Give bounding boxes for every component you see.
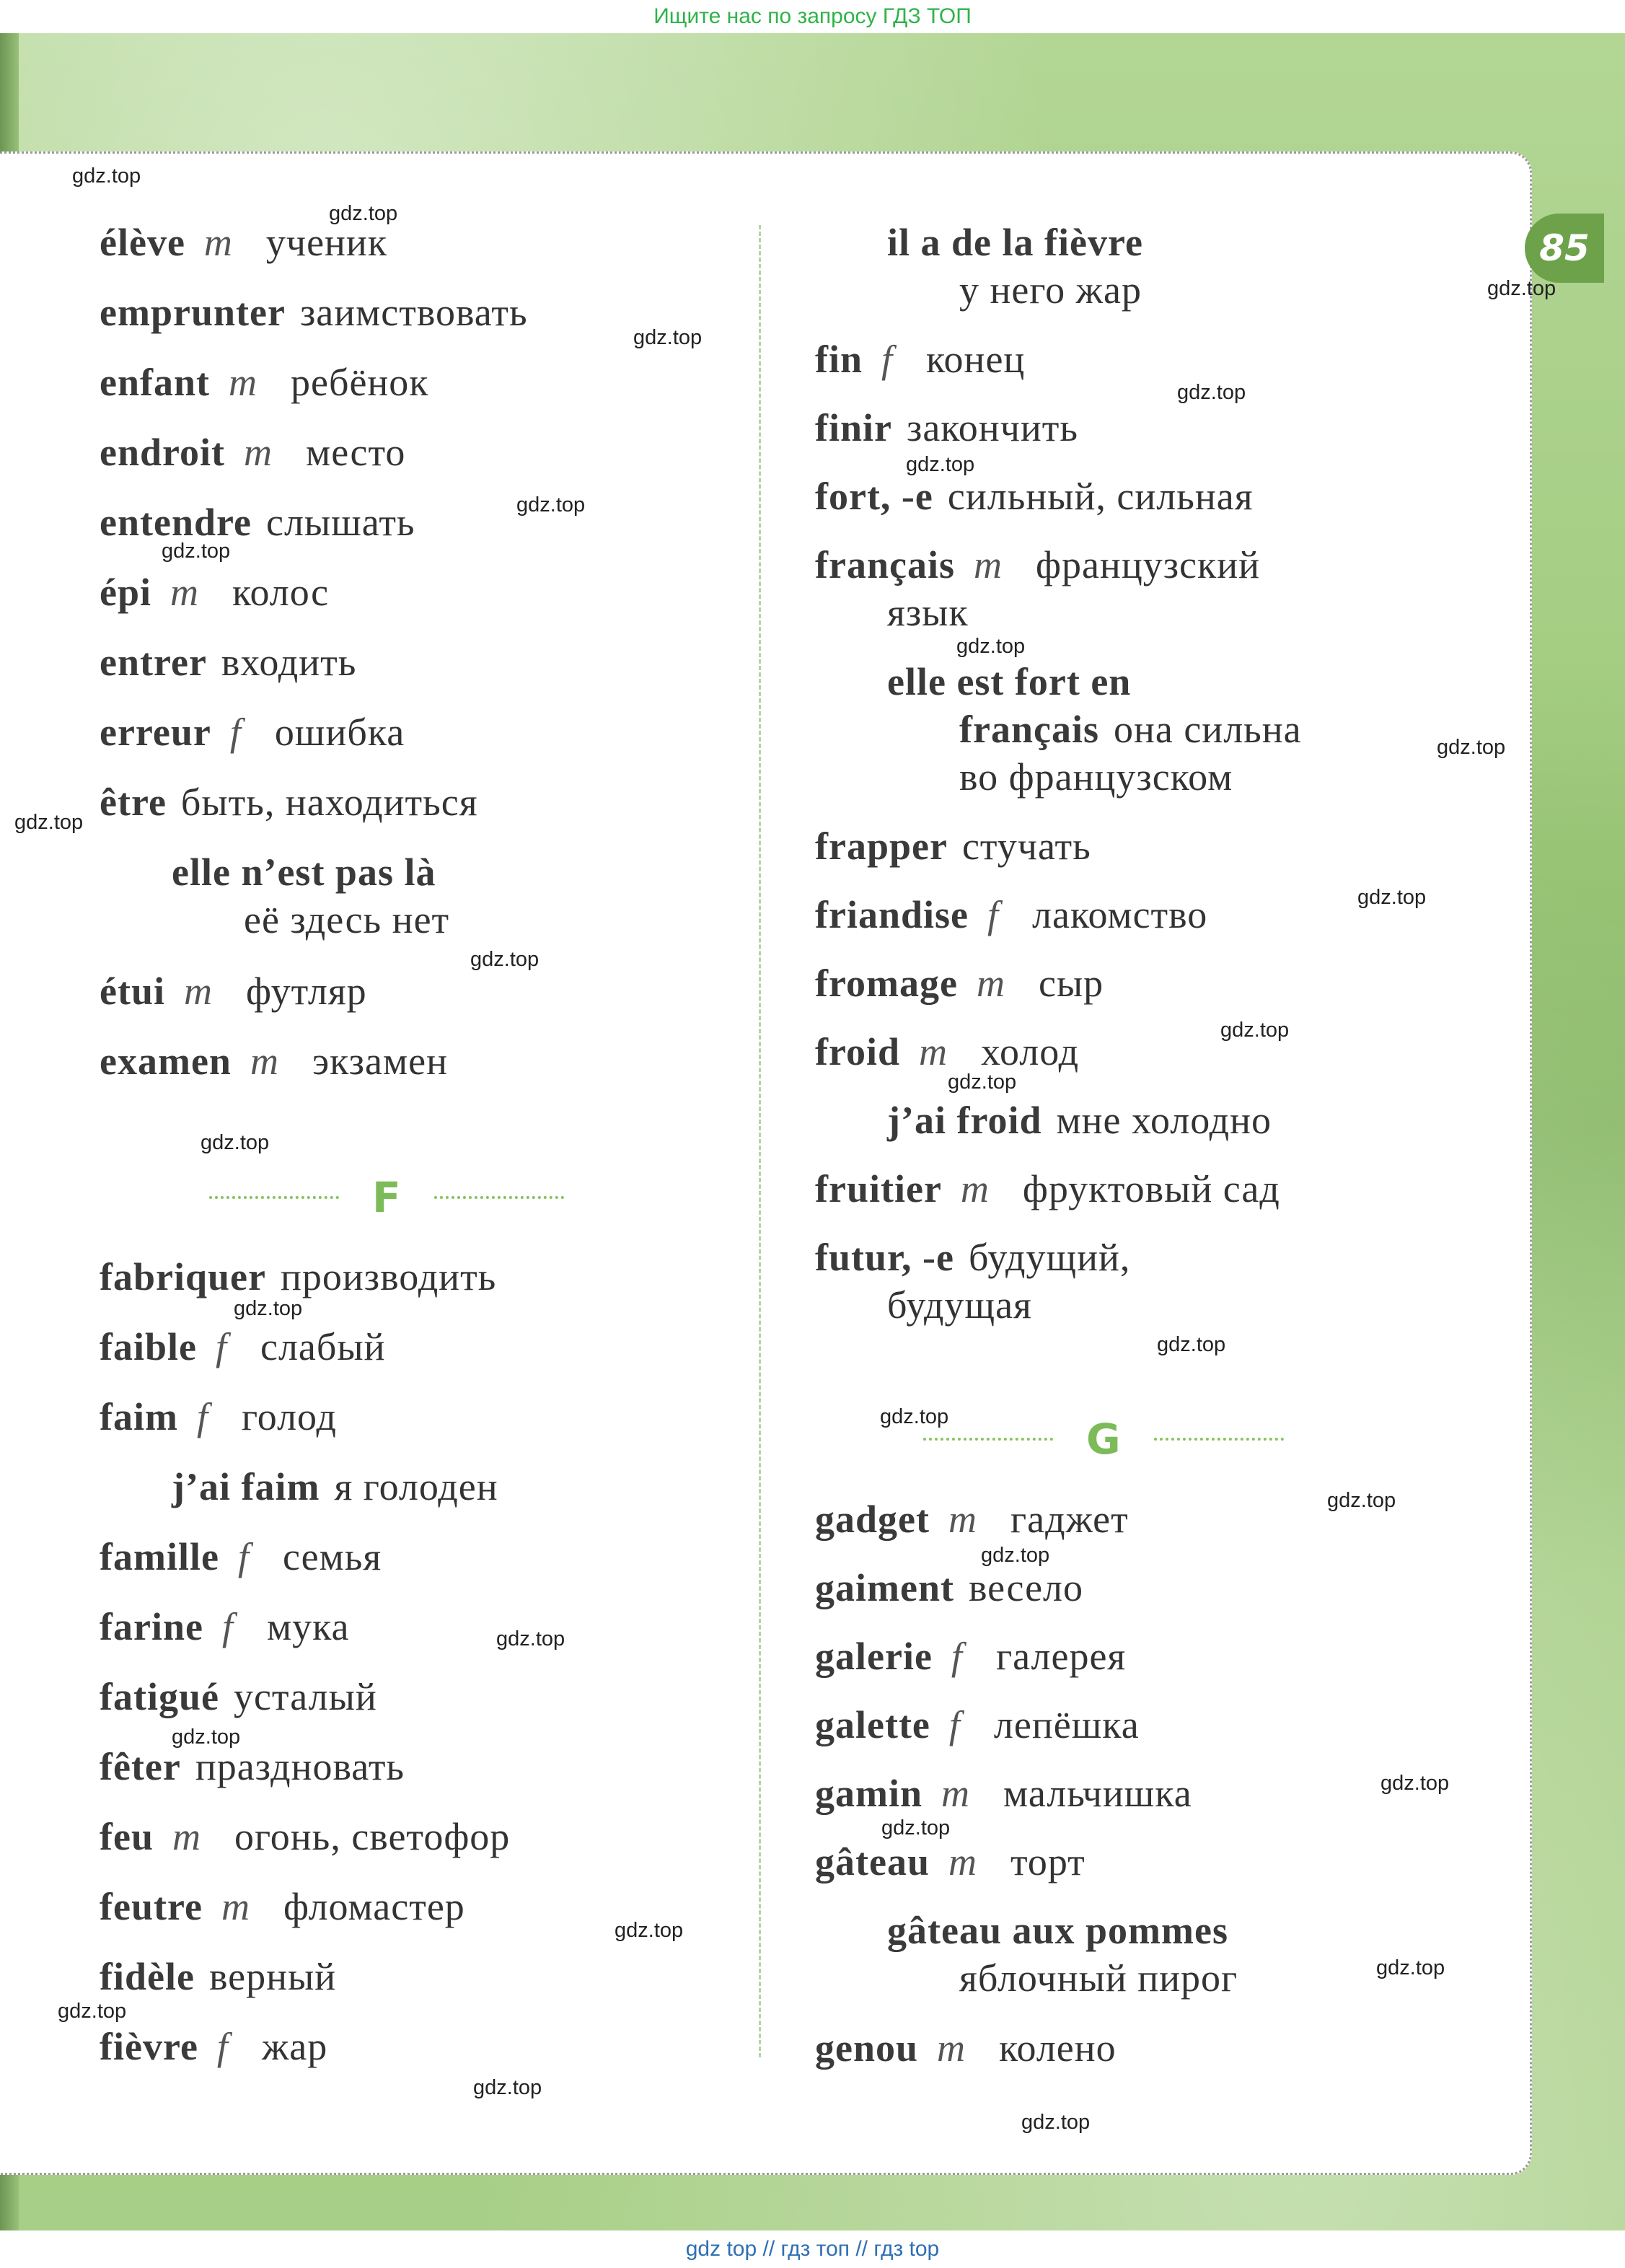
entry-erreur — [100, 708, 405, 756]
gender-mark: f — [196, 1395, 208, 1438]
watermark: gdz.top — [615, 1919, 684, 1942]
entry-futur — [815, 1234, 1130, 1329]
french-word: genou — [815, 2026, 919, 2070]
translation: стучать — [961, 825, 1091, 868]
gender-mark: m — [973, 543, 1003, 586]
gender-mark: m — [919, 1030, 948, 1073]
french-word: gâteau — [815, 1840, 930, 1884]
watermark: gdz.top — [470, 948, 540, 971]
entry-gaiment — [815, 1564, 1083, 1612]
french-phrase: j’ai faim — [172, 1465, 320, 1508]
gender-mark: m — [948, 1498, 977, 1541]
french-word: futur, -e — [815, 1236, 954, 1279]
column-divider — [759, 225, 761, 2057]
entry-fatigue — [100, 1673, 377, 1720]
french-word: emprunter — [100, 291, 286, 334]
page-number: 85 — [1525, 214, 1604, 283]
entry-entendre — [100, 498, 415, 546]
translation: конец — [926, 338, 1026, 381]
entry-francais — [815, 541, 1260, 636]
french-word: élève — [100, 221, 185, 264]
watermark: gdz.top — [1487, 277, 1556, 300]
french-word: français — [815, 543, 955, 586]
gender-mark: f — [216, 2025, 229, 2068]
french-word: entendre — [100, 501, 252, 544]
translation: футляр — [246, 970, 367, 1013]
watermark: gdz.top — [1220, 1019, 1290, 1042]
translation: весело — [968, 1566, 1084, 1609]
french-word: farine — [100, 1605, 203, 1648]
translation: слышать — [265, 501, 415, 544]
watermark: gdz.top — [1177, 381, 1246, 404]
translation: жар — [261, 2025, 328, 2068]
subentry-jai-froid — [887, 1096, 1272, 1144]
gender-mark: m — [244, 431, 273, 474]
translation: будущий, — [969, 1236, 1131, 1279]
french-word: feutre — [100, 1885, 203, 1928]
subentry-jai-faim — [172, 1463, 498, 1511]
gender-mark: m — [948, 1840, 977, 1884]
watermark: gdz.top — [981, 1544, 1050, 1567]
watermark: gdz.top — [1437, 736, 1506, 759]
translation-continued: во французском — [959, 755, 1233, 799]
french-word: fabriquer — [100, 1255, 266, 1298]
translation: быть, находиться — [180, 781, 478, 824]
translation: слабый — [260, 1325, 386, 1368]
translation: заимствовать — [299, 291, 528, 334]
gender-mark: f — [229, 711, 242, 754]
entry-endroit — [100, 428, 405, 476]
header-rule — [923, 1438, 1053, 1441]
watermark: gdz.top — [172, 1726, 241, 1749]
translation: галерея — [995, 1635, 1127, 1678]
translation: мука — [266, 1605, 350, 1648]
translation-continued: будущая — [887, 1283, 1032, 1327]
bottom-banner: gdz top // гдз топ // гдз top — [0, 2230, 1625, 2268]
french-phrase-continued: français — [959, 708, 1099, 751]
french-phrase: j’ai froid — [887, 1099, 1042, 1142]
translation: ребёнок — [291, 361, 429, 404]
section-letter: F — [372, 1173, 401, 1222]
entry-galette — [815, 1701, 1140, 1749]
translation: место — [306, 431, 406, 474]
gender-mark: m — [203, 221, 233, 264]
subentry-elle-est-fort-en-francais — [887, 658, 1302, 801]
translation: фруктовый сад — [1022, 1167, 1280, 1210]
entry-epi — [100, 568, 329, 616]
french-word: gadget — [815, 1498, 930, 1541]
entry-friandise — [815, 891, 1207, 939]
watermark: gdz.top — [234, 1297, 303, 1320]
french-phrase: elle n’est pas là — [172, 850, 436, 894]
translation: сыр — [1038, 962, 1104, 1005]
gender-mark: f — [881, 338, 894, 381]
gender-mark: f — [237, 1535, 250, 1578]
watermark: gdz.top — [1021, 2111, 1091, 2134]
french-word: friandise — [815, 893, 969, 936]
gender-mark: m — [170, 571, 200, 614]
gender-mark: m — [941, 1772, 971, 1815]
section-header-g — [923, 1415, 1284, 1464]
gender-mark: m — [184, 970, 213, 1013]
gender-mark: f — [216, 1325, 228, 1368]
french-word: fêter — [100, 1745, 181, 1788]
french-word: fatigué — [100, 1675, 219, 1718]
french-phrase: il a de la fièvre — [887, 221, 1143, 264]
gender-mark: f — [221, 1605, 234, 1648]
entry-gamin — [815, 1770, 1192, 1817]
french-word: examen — [100, 1040, 232, 1083]
entry-fievre — [100, 2023, 327, 2070]
watermark: gdz.top — [329, 202, 398, 225]
translation: огонь, светофор — [234, 1815, 511, 1858]
entry-feutre — [100, 1883, 465, 1930]
translation: ошибка — [274, 711, 405, 754]
french-word: entrer — [100, 641, 207, 684]
watermark: gdz.top — [633, 326, 703, 349]
translation: ученик — [265, 221, 388, 264]
french-word: fromage — [815, 962, 958, 1005]
translation: торт — [1010, 1840, 1085, 1884]
french-word: frapper — [815, 825, 948, 868]
entry-famille — [100, 1533, 382, 1581]
watermark: gdz.top — [881, 1816, 951, 1840]
translation: она сильна — [1113, 708, 1302, 751]
translation: верный — [208, 1955, 337, 1998]
french-word: galette — [815, 1703, 930, 1746]
translation: лепёшка — [993, 1703, 1140, 1746]
watermark: gdz.top — [516, 493, 586, 517]
watermark: gdz.top — [496, 1627, 565, 1651]
header-rule — [209, 1196, 339, 1199]
gender-mark: m — [229, 361, 257, 404]
french-word: fidèle — [100, 1955, 195, 1998]
french-word: étui — [100, 970, 165, 1013]
entry-fabriquer — [100, 1253, 496, 1301]
translation: производить — [281, 1255, 497, 1298]
watermark: gdz.top — [1380, 1772, 1450, 1795]
section-letter: G — [1086, 1415, 1121, 1464]
gender-mark: f — [951, 1635, 963, 1678]
translation: яблочный пирог — [959, 1956, 1238, 2000]
entry-etui — [100, 967, 367, 1015]
gender-mark: m — [172, 1815, 201, 1858]
french-phrase: gâteau aux pommes — [887, 1909, 1228, 1952]
watermark: gdz.top — [1327, 1489, 1396, 1512]
entry-entrer — [100, 638, 356, 686]
watermark: gdz.top — [473, 2076, 542, 2099]
header-rule — [434, 1196, 564, 1199]
french-word: faible — [100, 1325, 197, 1368]
watermark: gdz.top — [14, 811, 84, 834]
french-word: finir — [815, 406, 892, 449]
gender-mark: m — [250, 1040, 279, 1083]
french-word: enfant — [100, 361, 210, 404]
watermark: gdz.top — [58, 2000, 127, 2023]
section-header-f — [209, 1173, 564, 1222]
gender-mark: m — [976, 962, 1005, 1005]
entry-fromage — [815, 959, 1104, 1007]
french-word: endroit — [100, 431, 226, 474]
watermark: gdz.top — [162, 540, 231, 563]
translation: мне холодно — [1056, 1099, 1272, 1142]
translation: усталый — [233, 1675, 377, 1718]
watermark: gdz.top — [906, 453, 975, 476]
french-word: épi — [100, 571, 152, 614]
watermark: gdz.top — [1157, 1333, 1226, 1356]
entry-froid — [815, 1028, 1079, 1076]
entry-frapper — [815, 822, 1091, 870]
subentry-il-a-de-la-fievre — [887, 219, 1143, 314]
french-word: gaiment — [815, 1566, 954, 1609]
french-word: famille — [100, 1535, 219, 1578]
translation: входить — [221, 641, 357, 684]
entry-etre — [100, 778, 478, 826]
translation: семья — [282, 1535, 382, 1578]
translation: голод — [241, 1395, 337, 1438]
entry-genou — [815, 2024, 1117, 2072]
entry-examen — [100, 1037, 448, 1085]
french-word: gamin — [815, 1772, 923, 1815]
entry-fruitier — [815, 1165, 1280, 1213]
watermark: gdz.top — [956, 635, 1026, 658]
translation: её здесь нет — [244, 898, 450, 941]
french-phrase: elle est fort en — [887, 660, 1132, 703]
translation: холод — [981, 1030, 1080, 1073]
entry-finir — [815, 404, 1078, 452]
watermark: gdz.top — [1357, 886, 1427, 909]
entry-enfant — [100, 359, 429, 406]
subentry-line-2 — [887, 706, 1302, 753]
entry-fidele — [100, 1953, 336, 2000]
french-word: fort, -e — [815, 475, 933, 518]
gender-mark: m — [221, 1885, 250, 1928]
subentry-gateau-aux-pommes — [887, 1907, 1238, 2002]
translation-continued: язык — [887, 591, 969, 634]
translation: сильный, сильная — [947, 475, 1254, 518]
translation: у него жар — [959, 268, 1142, 312]
translation: колено — [999, 2026, 1117, 2070]
translation: закончить — [907, 406, 1078, 449]
french-word: fruitier — [815, 1167, 942, 1210]
entry-galerie — [815, 1632, 1126, 1680]
french-word: galerie — [815, 1635, 933, 1678]
french-word: erreur — [100, 711, 211, 754]
watermark: gdz.top — [880, 1405, 949, 1428]
subentry-elle-nest-pas-la — [172, 848, 449, 944]
translation: экзамен — [312, 1040, 448, 1083]
translation: лакомство — [1032, 893, 1208, 936]
translation: колос — [232, 571, 330, 614]
entry-fin — [815, 335, 1025, 383]
entry-faible — [100, 1323, 386, 1371]
french-word: fièvre — [100, 2025, 198, 2068]
watermark: gdz.top — [1376, 1956, 1445, 1979]
translation: французский — [1035, 543, 1261, 586]
entry-gadget — [815, 1495, 1129, 1543]
watermark: gdz.top — [948, 1071, 1017, 1094]
entry-feter — [100, 1743, 405, 1790]
translation: гаджет — [1010, 1498, 1129, 1541]
french-word: être — [100, 781, 167, 824]
french-word: feu — [100, 1815, 154, 1858]
header-rule — [1154, 1438, 1284, 1441]
gender-mark: m — [937, 2026, 966, 2070]
watermark: gdz.top — [72, 164, 141, 188]
entry-gateau — [815, 1838, 1085, 1886]
gender-mark: f — [948, 1703, 961, 1746]
gender-mark: m — [960, 1167, 990, 1210]
entry-fort — [815, 472, 1254, 520]
top-banner: Ищите нас по запросу ГДЗ ТОП — [0, 0, 1625, 33]
entry-faim — [100, 1393, 337, 1441]
translation: фломастер — [283, 1885, 465, 1928]
translation: мальчишка — [1003, 1772, 1192, 1815]
entry-farine — [100, 1603, 350, 1651]
watermark: gdz.top — [201, 1131, 270, 1154]
french-word: fin — [815, 338, 863, 381]
entry-emprunter — [100, 289, 528, 336]
french-word: faim — [100, 1395, 178, 1438]
translation: праздновать — [195, 1745, 405, 1788]
gender-mark: f — [987, 893, 1000, 936]
translation: я голоден — [334, 1465, 498, 1508]
entry-feu — [100, 1813, 510, 1860]
french-word: froid — [815, 1030, 901, 1073]
